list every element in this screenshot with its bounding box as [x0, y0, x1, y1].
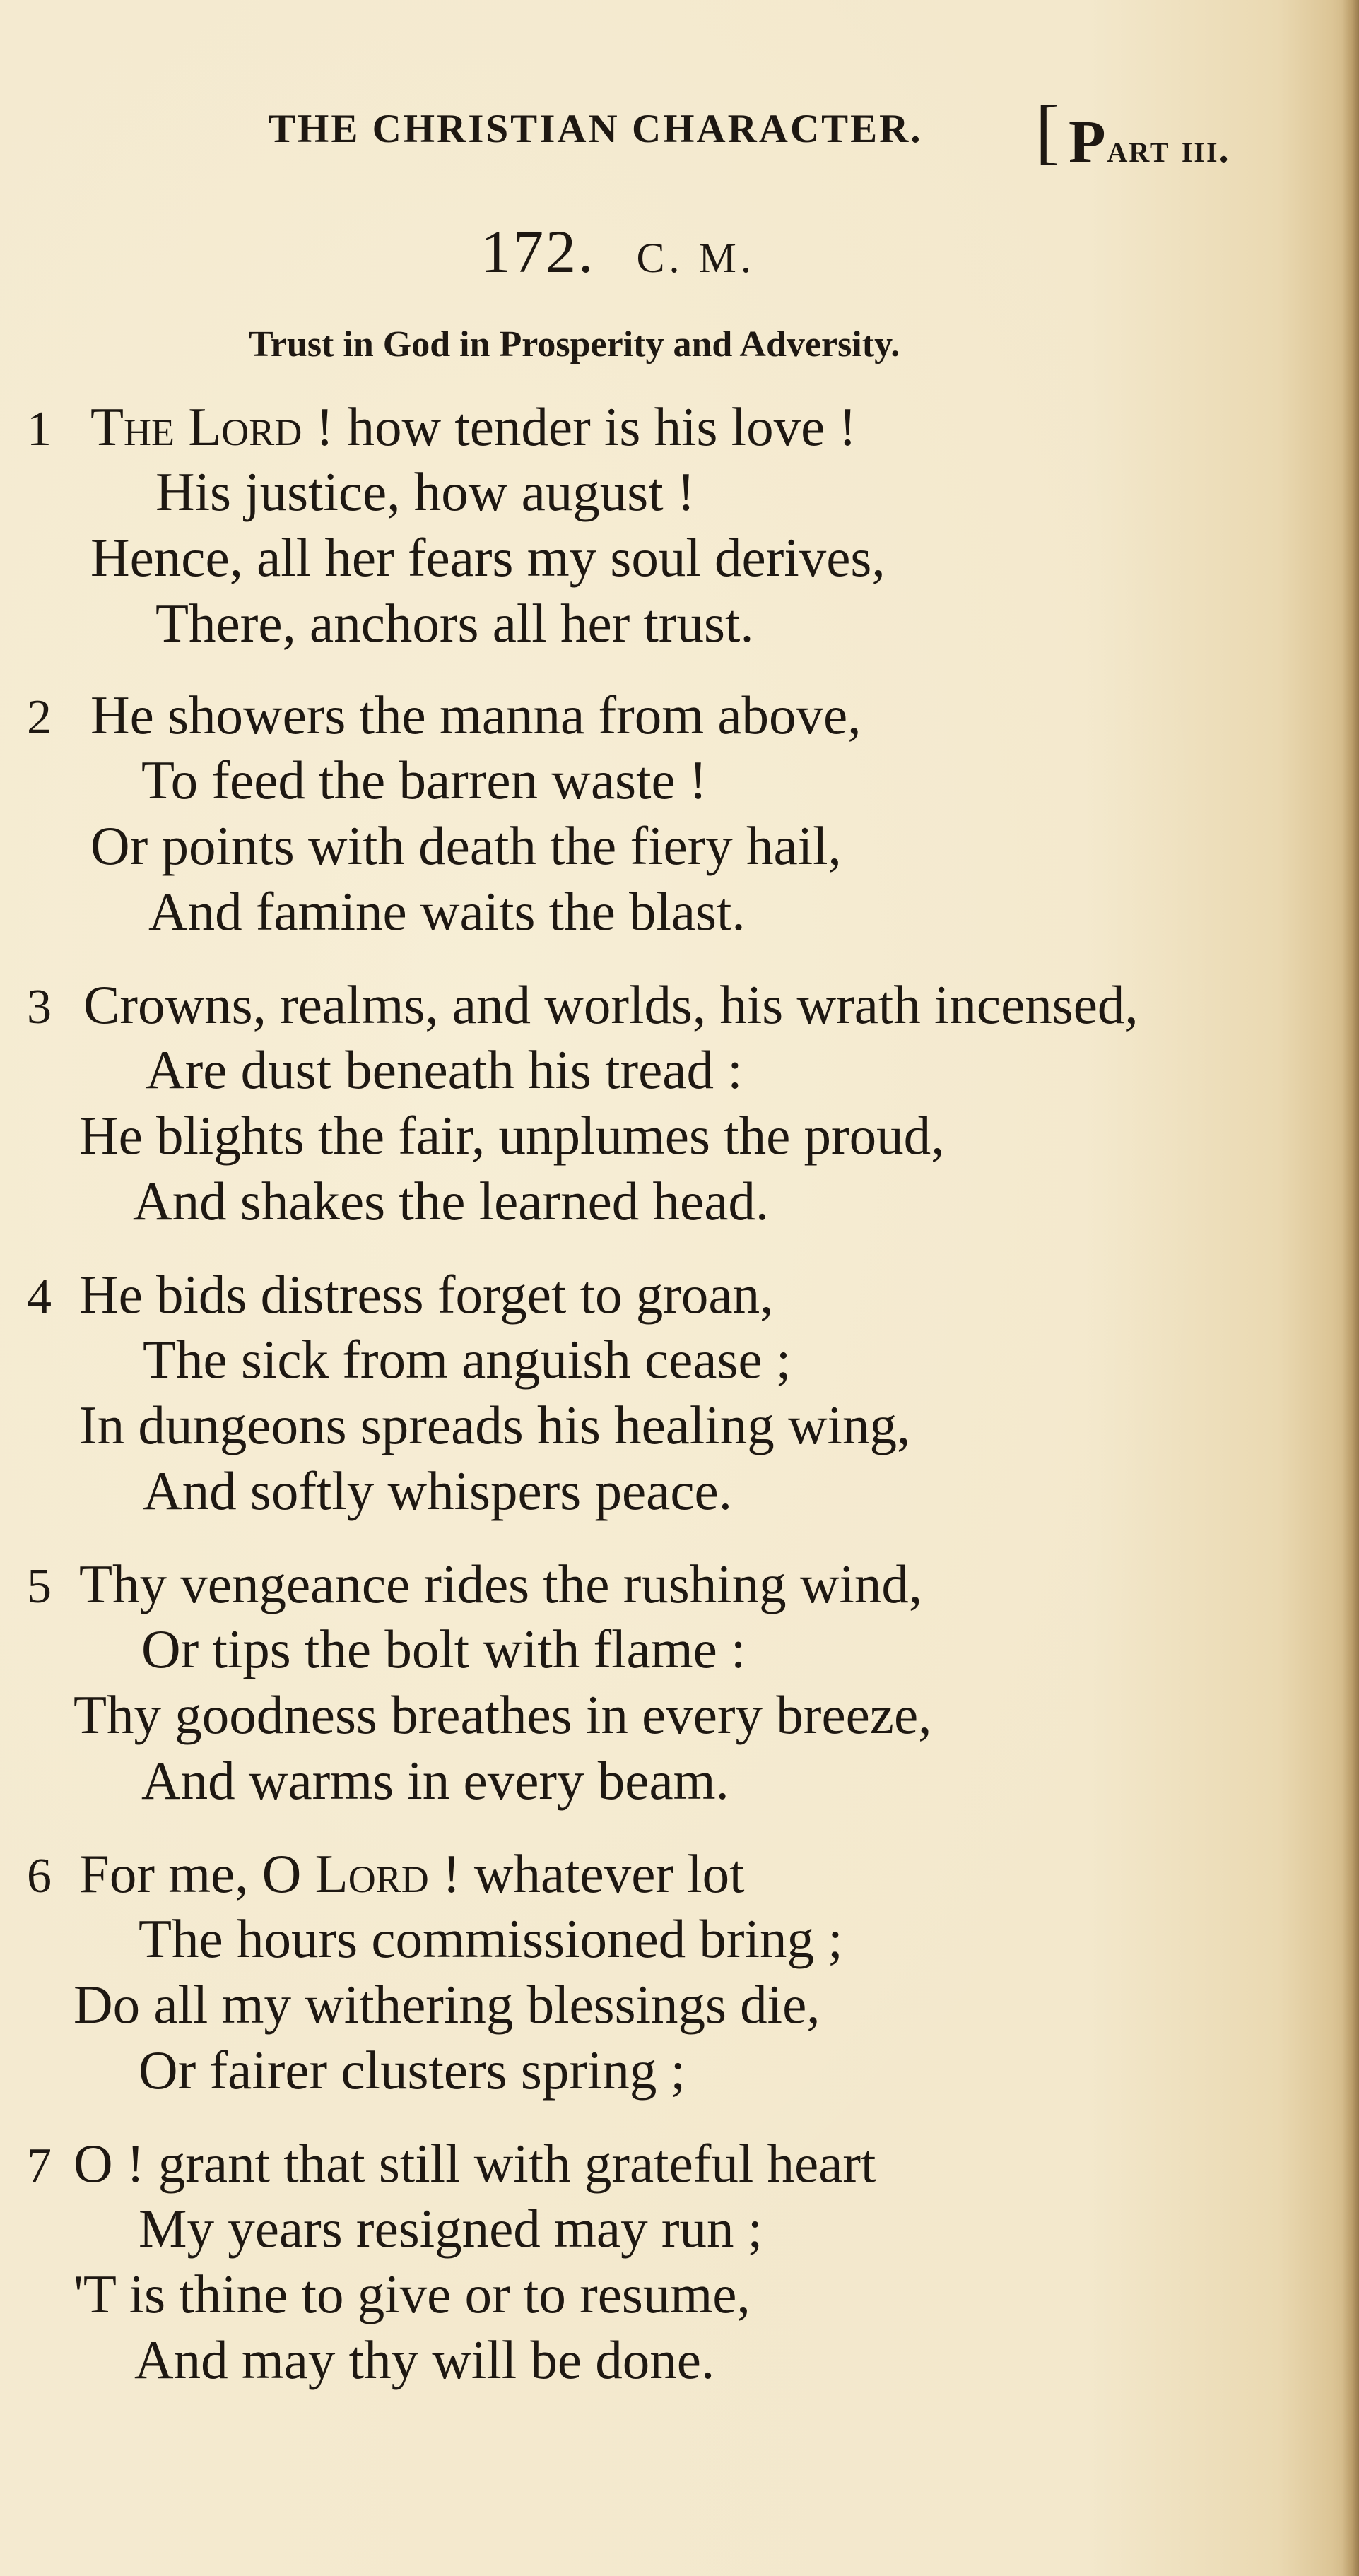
verse-line: Thy goodness breathes in every breeze,	[73, 1684, 932, 1745]
verse-line: The sick from anguish cease ;	[143, 1329, 792, 1390]
verse-line: His justice, how august !	[155, 461, 695, 522]
running-head-part-initial: P	[1069, 107, 1107, 175]
stanza-number: 4	[27, 1270, 52, 1324]
verse-line: 'T is thine to give or to resume,	[73, 2264, 751, 2324]
verse-line: Or tips the bolt with flame :	[141, 1619, 746, 1679]
hymn-number: 172.	[481, 218, 596, 285]
divine-name: Lord	[314, 1843, 429, 1904]
verse-line: And famine waits the blast.	[148, 881, 746, 942]
verse-line: My years resigned may run ;	[139, 2198, 763, 2259]
verse-line: There, anchors all her trust.	[155, 593, 754, 654]
running-head-title: THE CHRISTIAN CHARACTER.	[269, 107, 923, 151]
verse-line-text: ! how tender is his love !	[302, 396, 857, 457]
verse-line: He showers the manna from above,	[90, 685, 861, 745]
verse-line: He blights the fair, unplumes the proud,	[79, 1105, 945, 1166]
verse-line: Are dust beneath his tread :	[146, 1039, 743, 1100]
verse-line	[79, 1843, 745, 1906]
stanza-number: 3	[27, 980, 52, 1034]
verse-line	[90, 396, 857, 459]
verse-line: He bids distress forget to groan,	[79, 1264, 774, 1325]
verse-line: In dungeons spreads his healing wing,	[79, 1395, 911, 1455]
verse-line: Do all my withering blessings die,	[73, 1974, 820, 2035]
running-head-part	[1069, 106, 1230, 177]
verse-line: To feed the barren waste !	[141, 750, 707, 810]
hymn-meter: C. M.	[636, 235, 755, 281]
stanza-number: 5	[27, 1559, 52, 1614]
verse-line-text: For me, O Lord	[79, 1843, 429, 1904]
running-head	[269, 90, 1307, 177]
verse-line: Thy vengeance rides the rushing wind,	[79, 1554, 923, 1614]
page-edge-shadow	[1342, 0, 1359, 2576]
running-head-bracket: [	[1035, 90, 1060, 172]
running-head-part-rest: art iii.	[1107, 126, 1230, 171]
hymn-subtitle: Trust in God in Prosperity and Adversity.	[249, 324, 900, 365]
verse-line: And warms in every beam.	[141, 1750, 729, 1811]
verse-line: The hours commissioned bring ;	[139, 1908, 843, 1969]
divine-name: The Lord	[90, 396, 302, 457]
verse-line: Hence, all her fears my soul derives,	[90, 527, 886, 588]
verse-line: Or points with death the fiery hail,	[90, 815, 842, 876]
verse-line: Crowns, realms, and worlds, his wrath incensed,	[83, 974, 1139, 1035]
stanza-number: 6	[27, 1849, 52, 1903]
verse-line: Or fairer clusters spring ;	[139, 2040, 686, 2101]
verse-line: And may thy will be done.	[134, 2329, 715, 2390]
verse-line: O ! grant that still with grateful heart	[73, 2133, 876, 2194]
stanza-number: 7	[27, 2139, 52, 2193]
verse-line: And shakes the learned head.	[133, 1171, 770, 1231]
stanza-number: 1	[27, 402, 52, 456]
verse-line: And softly whispers peace.	[143, 1460, 732, 1521]
stanza-number: 2	[27, 690, 52, 745]
verse-line-text: ! whatever lot	[428, 1843, 745, 1904]
hymn-heading	[481, 216, 755, 287]
